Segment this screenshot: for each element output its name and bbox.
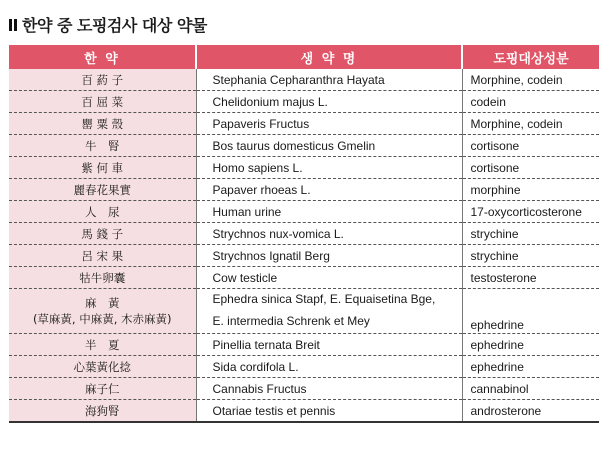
herb-cell: 麗春花果實 [9, 179, 196, 201]
component-cell: testosterone [462, 267, 599, 289]
herb-cell: 麻子仁 [9, 378, 196, 400]
header-herb: 한 약 [9, 45, 196, 69]
herb-cell: 紫 何 車 [9, 157, 196, 179]
table-row [9, 69, 599, 91]
component-cell: ephedrine [462, 356, 599, 378]
component-cell: cortisone [462, 135, 599, 157]
herb-cell: 罌 粟 殼 [9, 113, 196, 135]
table-row [9, 267, 599, 289]
component-cell: Morphine, codein [462, 113, 599, 135]
name-cell: Bos taurus domesticus Gmelin [196, 135, 462, 157]
component-cell: androsterone [462, 400, 599, 423]
component-cell: strychine [462, 245, 599, 267]
name-cell: Stephania Cepharanthra Hayata [196, 69, 462, 91]
herb-cell: 心葉黃化捻 [9, 356, 196, 378]
component-cell: cannabinol [462, 378, 599, 400]
title-marker-icon [9, 19, 12, 31]
component-cell: Morphine, codein [462, 69, 599, 91]
name-cell: Papaveris Fructus [196, 113, 462, 135]
herb-cell: 牯牛卵囊 [9, 267, 196, 289]
table-row [9, 356, 599, 378]
name-line1: Ephedra sinica Stapf, E. Equaisetina Bge, [212, 292, 436, 306]
doping-herbs-table [9, 45, 599, 423]
page-title [9, 13, 207, 36]
table-row [9, 135, 599, 157]
herb-cell: 百 葯 子 [9, 69, 196, 91]
herb-cell: 半 夏 [9, 334, 196, 356]
table-row [9, 400, 599, 423]
name-cell: Chelidonium majus L. [196, 91, 462, 113]
name-cell: Pinellia ternata Breit [196, 334, 462, 356]
title-marker-icon [14, 19, 17, 31]
component-cell: morphine [462, 179, 599, 201]
herb-cell: 百 屈 菜 [9, 91, 196, 113]
component-cell: ephedrine [462, 334, 599, 356]
table-row [9, 289, 599, 334]
component-cell: codein [462, 91, 599, 113]
herb-cell: 馬 錢 子 [9, 223, 196, 245]
herb-cell: 呂 宋 果 [9, 245, 196, 267]
herb-cell: 牛 腎 [9, 135, 196, 157]
herb-cell: 人 尿 [9, 201, 196, 223]
title-text: 한약 중 도핑검사 대상 약물 [22, 16, 207, 35]
table-row [9, 113, 599, 135]
herb-sub: (草麻黃, 中麻黃, 木赤麻黃) [32, 312, 172, 326]
table-row [9, 157, 599, 179]
name-cell: Human urine [196, 201, 462, 223]
header-component: 도핑대상성분 [462, 45, 599, 69]
name-cell: Cow testicle [196, 267, 462, 289]
component-cell: strychine [462, 223, 599, 245]
table-row [9, 245, 599, 267]
name-cell: Strychnos nux-vomica L. [196, 223, 462, 245]
table-row [9, 201, 599, 223]
header-name: 생 약 명 [196, 45, 462, 69]
name-cell: Homo sapiens L. [196, 157, 462, 179]
table-row [9, 378, 599, 400]
component-cell: 17-oxycorticosterone [462, 201, 599, 223]
component-cell [462, 289, 599, 334]
table-row [9, 91, 599, 113]
table-row [9, 334, 599, 356]
table-header-row [9, 45, 599, 69]
name-cell [196, 289, 462, 334]
name-cell: Papaver rhoeas L. [196, 179, 462, 201]
herb-main: 麻 黃 [85, 296, 120, 310]
component-cell: cortisone [462, 157, 599, 179]
name-cell: Cannabis Fructus [196, 378, 462, 400]
name-cell: Otariae testis et pennis [196, 400, 462, 423]
table-row [9, 223, 599, 245]
name-cell: Sida cordifola L. [196, 356, 462, 378]
component-text: ephedrine [470, 318, 524, 332]
herb-cell [9, 289, 196, 334]
name-cell: Strychnos Ignatil Berg [196, 245, 462, 267]
table-row [9, 179, 599, 201]
herb-cell: 海狗腎 [9, 400, 196, 423]
name-line2: E. intermedia Schrenk et Mey [212, 314, 370, 328]
